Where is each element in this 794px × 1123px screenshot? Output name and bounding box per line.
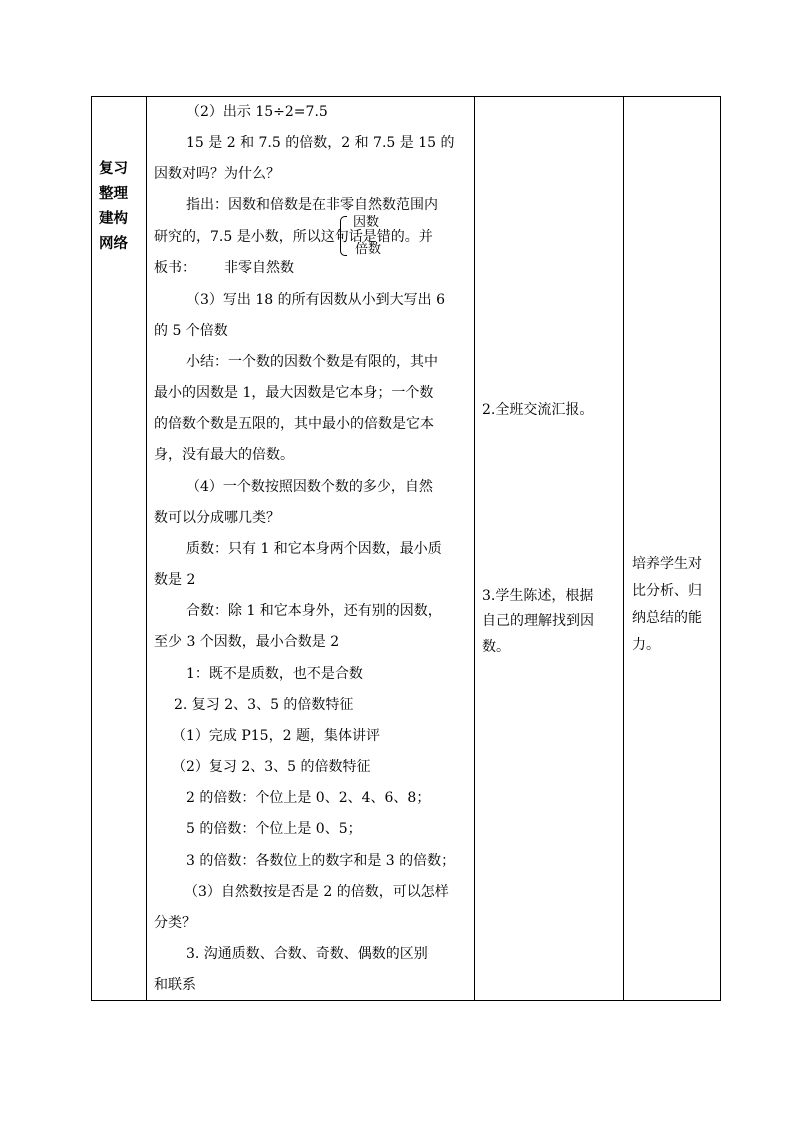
activity-line: 自己的理解找到因 [482, 613, 594, 629]
section-label-line: 建构 [99, 210, 128, 227]
section-label-line: 整理 [99, 185, 128, 202]
activity-line: 2.全班交流汇报。 [482, 402, 594, 418]
content-line: 的倍数个数是五限的，其中最小的倍数是它本 [154, 416, 434, 432]
content-line: 数是 2 [154, 572, 196, 588]
content-line: 1：既不是质数，也不是合数 [186, 666, 363, 682]
content-line: 的 5 个倍数 [154, 323, 228, 339]
section-label-line: 网络 [99, 235, 128, 252]
intent-line: 力。 [632, 637, 660, 653]
activity-line: 数。 [482, 639, 510, 655]
intent-line: 比分析、归 [632, 583, 702, 599]
table-right-border [720, 96, 721, 1001]
content-line: 身，没有最大的倍数。 [154, 447, 294, 463]
content-line: 15 是 2 和 7.5 的倍数，2 和 7.5 是 15 的 [186, 135, 455, 151]
brace-item-factor: 因数 [353, 215, 380, 230]
section-label [99, 156, 135, 256]
content-line: 合数：除 1 和它本身外，还有别的因数， [186, 603, 442, 619]
activity-line: 3.学生陈述，根据 [482, 588, 594, 604]
intent-line: 纳总结的能 [632, 610, 702, 626]
table-left-border [91, 96, 92, 1001]
column-divider-2 [474, 96, 475, 1001]
content-line: 分类？ [154, 915, 196, 931]
content-line: 因数对吗？为什么？ [154, 166, 280, 182]
content-line: 和联系 [154, 977, 196, 993]
content-line: 质数：只有 1 和它本身两个因数，最小质 [186, 541, 442, 557]
table-top-border [91, 96, 721, 97]
content-line: 至少 3 个因数，最小合数是 2 [154, 634, 340, 650]
content-line: （2）出示 15÷2=7.5 [186, 104, 328, 120]
column-divider-3 [623, 96, 624, 1001]
intent-line: 培养学生对 [632, 556, 702, 572]
content-line: 5 的倍数：个位上是 0、5； [186, 821, 362, 837]
column-divider-1 [146, 96, 147, 1001]
content-line: 数可以分成哪几类？ [154, 510, 280, 526]
content-line: （2）复习 2、3、5 的倍数特征 [172, 759, 371, 775]
brace-item-multiple: 倍数 [355, 242, 382, 257]
content-line: 3 的倍数：各数位上的数字和是 3 的倍数； [186, 853, 456, 869]
content-line: 2 的倍数：个位上是 0、2、4、6、8； [186, 790, 431, 806]
content-line: 研究的，7.5 是小数，所以这句话是错的。并 [154, 229, 433, 245]
table-bottom-border [91, 1000, 721, 1001]
content-line: （3）写出 18 的所有因数从小到大写出 6 [186, 292, 445, 308]
content-line: （4）一个数按照因数个数的多少，自然 [186, 479, 433, 495]
content-line: （3）自然数按是否是 2 的倍数，可以怎样 [184, 884, 449, 900]
content-line: 指出：因数和倍数是在非零自然数范围内 [186, 197, 438, 213]
content-line: 最小的因数是 1，最大因数是它本身；一个数 [154, 385, 434, 401]
content-line: 非零自然数 [224, 260, 294, 276]
content-line: 3. 沟通质数、合数、奇数、偶数的区别 [186, 946, 428, 962]
content-line: 小结：一个数的因数个数是有限的，其中 [186, 354, 438, 370]
section-label-line: 复习 [99, 160, 128, 177]
content-line: 2. 复习 2、3、5 的倍数特征 [174, 697, 354, 713]
brace-bracket [340, 216, 347, 256]
content-line: 板书： [154, 260, 196, 276]
content-line: （1）完成 P15，2 题，集体讲评 [172, 728, 380, 744]
